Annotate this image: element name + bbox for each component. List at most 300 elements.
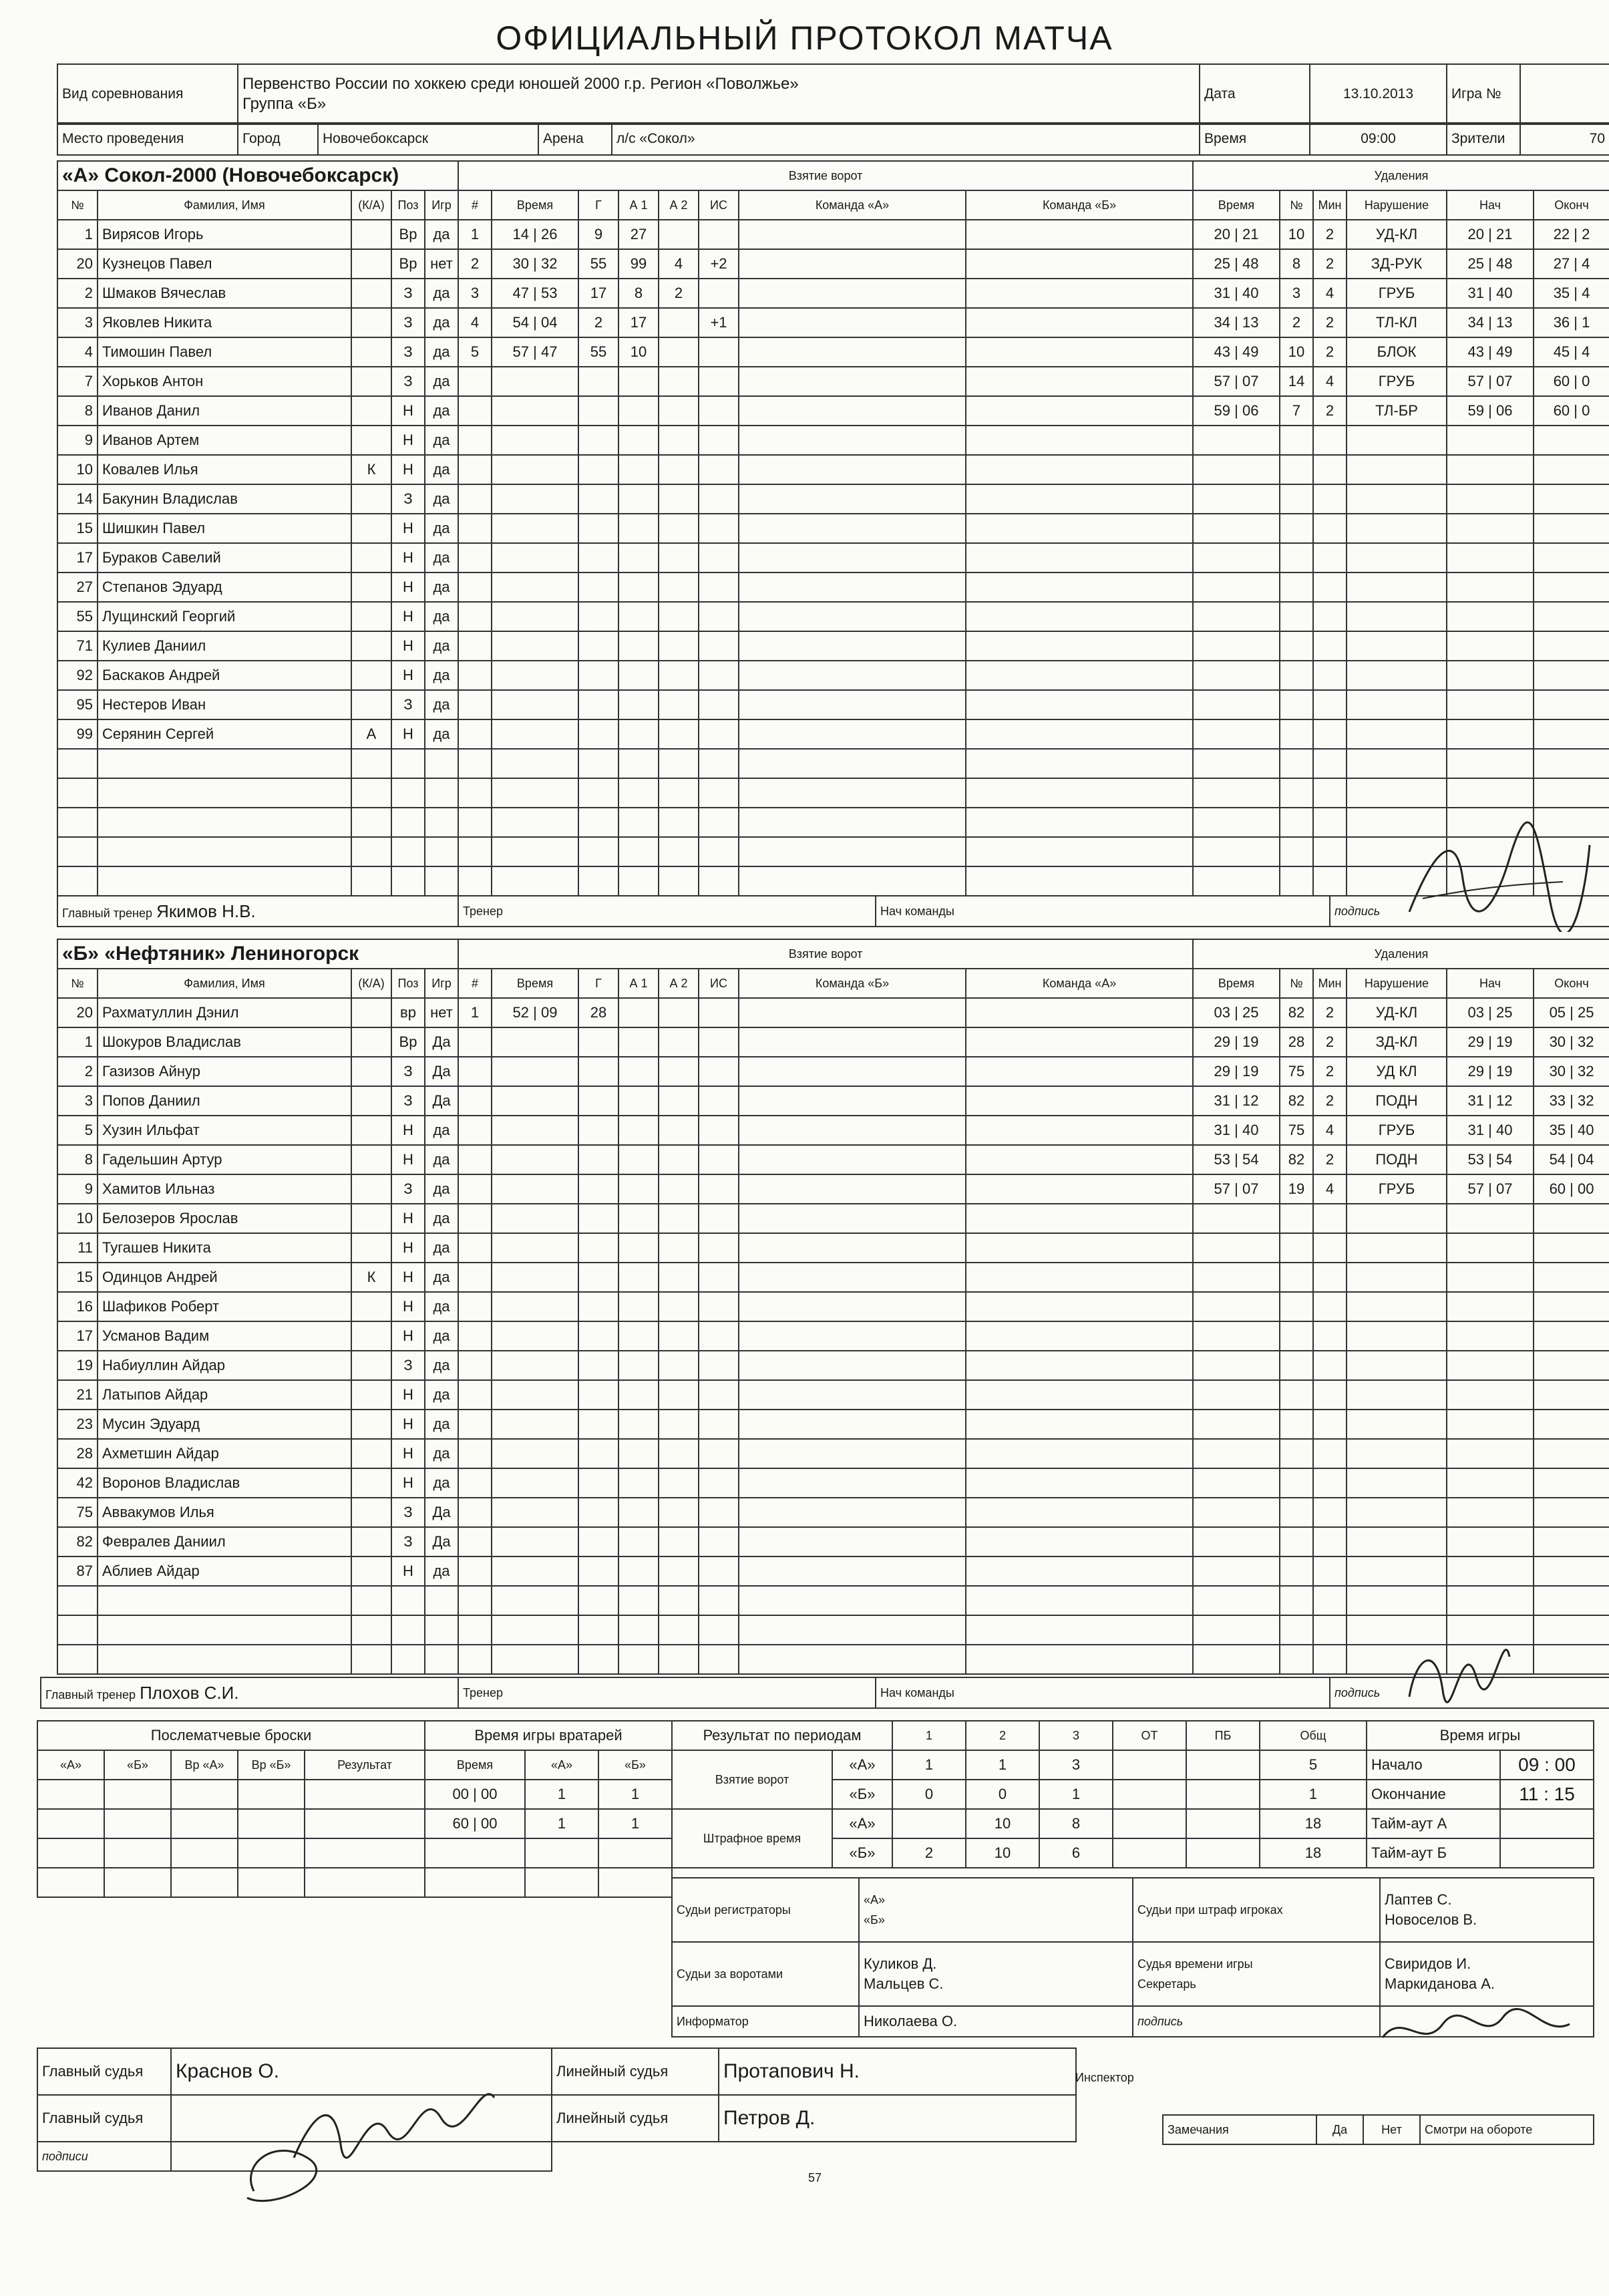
goal-cell: [492, 690, 578, 719]
team-b-goals-caption: Взятие ворот: [458, 939, 1193, 969]
team_b-player-row: [57, 1027, 458, 1057]
penalty-cell: 57 | 07: [1193, 1174, 1280, 1204]
goal-cell: 9: [578, 220, 618, 249]
goal-cell: [618, 484, 659, 514]
penalty-cell: [1534, 455, 1609, 484]
team_b-goal-row: [458, 1556, 1193, 1586]
goal-cell: [578, 1027, 618, 1057]
goal-cell: [618, 396, 659, 426]
team_a-penalty-row: [1193, 661, 1609, 690]
player-played: да: [425, 279, 458, 308]
penalty-cell: [1313, 1292, 1347, 1321]
goal-cell: [659, 998, 699, 1027]
goal-cell: [492, 543, 578, 572]
goal-cell: [699, 1586, 739, 1615]
team_a-player-row: [57, 455, 458, 484]
team_a-penalty-row: [1193, 455, 1609, 484]
goal-cell: [458, 631, 492, 661]
goal-cell: [618, 1086, 659, 1116]
goal-cell: [699, 1439, 739, 1468]
team_b-player-row: [57, 1145, 458, 1174]
goal-team-cell: [739, 1615, 966, 1645]
player-played: да: [425, 1321, 458, 1351]
penalty-cell: [1313, 514, 1347, 543]
goal-cell: [699, 484, 739, 514]
player-name: Газизов Айнур: [98, 1057, 351, 1086]
goal-cell: [492, 1498, 578, 1527]
team_a-roster-header: Поз: [391, 190, 425, 220]
penalty-cell: 4: [1313, 1174, 1347, 1204]
period-cell: 18: [1260, 1838, 1367, 1868]
team-b-sign-label: подпись: [1330, 1677, 1609, 1708]
goal-cell: [618, 661, 659, 690]
team_b-penalty-header: Мин: [1313, 969, 1347, 998]
goal-cell: [699, 808, 739, 837]
penalty-cell: [1447, 602, 1534, 631]
player-position: [391, 1586, 425, 1615]
player-number: 75: [57, 1498, 98, 1527]
team_a-player-row: [57, 220, 458, 249]
player-number: [57, 1645, 98, 1674]
penalty-cell: [1313, 1263, 1347, 1292]
penalty-cell: [1347, 690, 1447, 719]
goal-cell: [659, 543, 699, 572]
player-played: да: [425, 396, 458, 426]
goal-cell: [659, 1527, 699, 1556]
linesman-1-label: Линейный судья: [552, 2048, 719, 2095]
goal-team-cell: [739, 631, 966, 661]
goal-cell: [659, 1027, 699, 1057]
period-cell: [1186, 1780, 1260, 1809]
penalty-cell: 2: [1313, 1086, 1347, 1116]
officials-sign-label: подпись: [1133, 2006, 1380, 2037]
goal-cell: [578, 1145, 618, 1174]
player-name: [98, 1645, 351, 1674]
penalty-cell: [1280, 690, 1313, 719]
goal-cell: [659, 484, 699, 514]
goal-team-cell: [966, 602, 1193, 631]
team-b-label: «Б»: [832, 1838, 892, 1868]
team_b-player-row: [57, 1086, 458, 1116]
goal-cell: [492, 661, 578, 690]
goalie-time-cell: 1: [525, 1780, 598, 1809]
goal-cell: [659, 866, 699, 896]
team_a-goal-row: [458, 690, 1193, 719]
goal-cell: [458, 572, 492, 602]
player-role: [351, 1204, 391, 1233]
penalty-cell: [1280, 1527, 1313, 1556]
team_b-player-row: [57, 1439, 458, 1468]
penalty-cell: [1280, 1615, 1313, 1645]
penalty-cell: 2: [1313, 998, 1347, 1027]
team_b-penalty-row: [1193, 1086, 1609, 1116]
player-number: 23: [57, 1410, 98, 1439]
player-role: [351, 690, 391, 719]
player-position: Н: [391, 426, 425, 455]
player-position: З: [391, 1057, 425, 1086]
team_a-goals-header: Время: [492, 190, 578, 220]
team_b-penalty-row: [1193, 1145, 1609, 1174]
player-role: [351, 1174, 391, 1204]
penalty-cell: [1534, 1468, 1609, 1498]
team_a-goal-row: [458, 249, 1193, 279]
penalty-cell: 53 | 54: [1447, 1145, 1534, 1174]
goal-cell: [659, 1351, 699, 1380]
team_b-goal-row: [458, 1468, 1193, 1498]
goal-cell: 14 | 26: [492, 220, 578, 249]
goal-cell: [458, 455, 492, 484]
penalty-cell: 30 | 32: [1534, 1027, 1609, 1057]
goal-cell: [618, 1321, 659, 1351]
penalty-cell: [1447, 1233, 1534, 1263]
penalty-cell: [1534, 1204, 1609, 1233]
goal-cell: [699, 1027, 739, 1057]
player-name: Мусин Эдуард: [98, 1410, 351, 1439]
penalty-cell: 25 | 48: [1447, 249, 1534, 279]
team_a-penalty-row: [1193, 396, 1609, 426]
penalty-cell: 31 | 40: [1447, 279, 1534, 308]
inspector-label: Инспектор: [1075, 2071, 1134, 2084]
goal-cell: 30 | 32: [492, 249, 578, 279]
player-name: Февралев Даниил: [98, 1527, 351, 1556]
team-a-coach: Якимов Н.В.: [156, 900, 256, 921]
remarks-yes[interactable]: Да: [1316, 2115, 1363, 2144]
team_b-player-row: [57, 1410, 458, 1439]
penalty-cell: [1347, 749, 1447, 778]
goal-cell: [458, 1027, 492, 1057]
goal-team-cell: [739, 279, 966, 308]
team-a-goals: [458, 160, 1194, 896]
penalty-cell: [1347, 1204, 1447, 1233]
penalty-cell: [1313, 866, 1347, 896]
team-a-penalties: [1192, 160, 1609, 896]
goal-team-cell: [739, 602, 966, 631]
player-number: 17: [57, 1321, 98, 1351]
penalty-cell: [1280, 1645, 1313, 1674]
player-position: [391, 1645, 425, 1674]
player-number: 28: [57, 1439, 98, 1468]
goal-team-cell: [966, 837, 1193, 866]
goal-team-cell: [966, 514, 1193, 543]
team_b-goal-row: [458, 1116, 1193, 1145]
penalty-cell: 53 | 54: [1193, 1145, 1280, 1174]
player-position: З: [391, 1174, 425, 1204]
goal-team-cell: [739, 572, 966, 602]
player-played: да: [425, 1380, 458, 1410]
team_b-penalty-row: [1193, 1380, 1609, 1410]
goal-cell: [699, 396, 739, 426]
player-number: 92: [57, 661, 98, 690]
goal-cell: [618, 1586, 659, 1615]
goal-cell: [618, 367, 659, 396]
penalty-cell: [1313, 1321, 1347, 1351]
penalty-cell: [1347, 1263, 1447, 1292]
goal-cell: [458, 778, 492, 808]
goal-team-cell: [966, 1556, 1193, 1586]
goal-cell: [578, 1174, 618, 1204]
goal-cell: [458, 1145, 492, 1174]
penalty-cell: [1534, 1351, 1609, 1380]
penalty-cell: [1280, 808, 1313, 837]
team_b-player-row: [57, 1498, 458, 1527]
penalty-cell: 25 | 48: [1193, 249, 1280, 279]
goal-team-cell: [739, 719, 966, 749]
team-b-goals: [458, 939, 1194, 1675]
goalie-time-cell: 60 | 00: [425, 1809, 525, 1838]
team_b-penalty-header: №: [1280, 969, 1313, 998]
team_b-penalty-header: Время: [1193, 969, 1280, 998]
goal-cell: [618, 1527, 659, 1556]
goal-cell: [492, 866, 578, 896]
player-name: Лущинский Георгий: [98, 602, 351, 631]
player-number: 2: [57, 279, 98, 308]
end-value: 11 : 15: [1500, 1780, 1594, 1809]
team_a-penalty-header: Оконч: [1534, 190, 1609, 220]
goal-cell: [458, 1410, 492, 1439]
period-cell: [892, 1809, 966, 1838]
game-number-label: Игра №: [1447, 64, 1520, 124]
player-name: Латыпов Айдар: [98, 1380, 351, 1410]
goal-cell: [492, 1057, 578, 1086]
team_a-goal-row: [458, 837, 1193, 866]
player-position: [391, 837, 425, 866]
player-number: 95: [57, 690, 98, 719]
penalty-cell: 75: [1280, 1116, 1313, 1145]
goalie-time-cell: 1: [598, 1809, 672, 1838]
goal-cell: [699, 543, 739, 572]
goal-cell: [578, 661, 618, 690]
goal-cell: [699, 455, 739, 484]
goal-cell: [659, 220, 699, 249]
penalty-cell: [1280, 778, 1313, 808]
goal-team-cell: [739, 866, 966, 896]
team_a-goal-row: [458, 749, 1193, 778]
penalty-cell: [1193, 543, 1280, 572]
goal-cell: [618, 1380, 659, 1410]
team_b-roster-header: Фамилия, Имя: [98, 969, 351, 998]
goal-cell: 2: [458, 249, 492, 279]
penalty-cell: [1193, 1321, 1280, 1351]
team_a-penalty-row: [1193, 749, 1609, 778]
player-role: [351, 572, 391, 602]
game-time-table: [1366, 1720, 1594, 1868]
player-number: 1: [57, 1027, 98, 1057]
goal-cell: [458, 1233, 492, 1263]
goal-cell: [578, 1204, 618, 1233]
remarks-no[interactable]: Нет: [1363, 2115, 1420, 2144]
penalty-cell: [1280, 1410, 1313, 1439]
team_a-penalty-row: [1193, 249, 1609, 279]
penalty-cell: [1280, 837, 1313, 866]
goal-cell: [492, 1439, 578, 1468]
goal-cell: [659, 1321, 699, 1351]
venue-label: Место проведения: [57, 123, 238, 155]
goal-cell: [458, 1527, 492, 1556]
penalty-cell: [1193, 1233, 1280, 1263]
goal-team-cell: [739, 455, 966, 484]
player-position: Н: [391, 661, 425, 690]
goal-cell: [618, 1468, 659, 1498]
goal-cell: [659, 1439, 699, 1468]
goal-team-cell: [966, 455, 1193, 484]
goal-team-cell: [739, 484, 966, 514]
player-name: Хузин Ильфат: [98, 1116, 351, 1145]
timeout-a-label: Тайм-аут А: [1367, 1809, 1500, 1838]
goal-cell: [699, 1380, 739, 1410]
penalty-cell: УД-КЛ: [1347, 220, 1447, 249]
penalty-cell: 57 | 07: [1193, 367, 1280, 396]
date-label: Дата: [1200, 64, 1310, 124]
team_b-player-row: [57, 1468, 458, 1498]
goal-cell: [492, 1027, 578, 1057]
player-role: [351, 749, 391, 778]
penalty-cell: [1193, 1351, 1280, 1380]
team_a-player-row: [57, 778, 458, 808]
player-number: 19: [57, 1351, 98, 1380]
team-a-signature-icon: [1396, 818, 1596, 932]
goal-cell: 4: [458, 308, 492, 337]
team_b-penalty-row: [1193, 1410, 1609, 1439]
penalty-cell: [1347, 1292, 1447, 1321]
goal-cell: [458, 1174, 492, 1204]
goal-team-cell: [966, 1586, 1193, 1615]
penalty-cell: [1193, 426, 1280, 455]
goal-cell: [578, 455, 618, 484]
goal-cell: [659, 1468, 699, 1498]
player-played: да: [425, 1468, 458, 1498]
period-header: 1: [892, 1721, 966, 1750]
goal-cell: [492, 778, 578, 808]
penalty-cell: 29 | 19: [1447, 1057, 1534, 1086]
goal-team-cell: [966, 998, 1193, 1027]
team_b-goals-team-header: Команда «Б»: [739, 969, 966, 998]
goal-team-cell: [966, 1116, 1193, 1145]
goal-cell: [659, 1292, 699, 1321]
goal-cell: [699, 1615, 739, 1645]
goal-team-cell: [966, 1174, 1193, 1204]
goal-cell: [492, 1556, 578, 1586]
goal-cell: [699, 866, 739, 896]
penalty-cell: [1447, 690, 1534, 719]
goal-cell: [699, 337, 739, 367]
date-value: 13.10.2013: [1310, 64, 1447, 124]
penalty-cell: [1447, 749, 1534, 778]
player-name: Тугашев Никита: [98, 1233, 351, 1263]
penalty-cell: ПОДН: [1347, 1145, 1447, 1174]
goal-team-cell: [739, 778, 966, 808]
goal-cell: [458, 1586, 492, 1615]
penalty-cell: 10: [1280, 220, 1313, 249]
player-role: [351, 631, 391, 661]
goal-cell: [618, 1645, 659, 1674]
player-played: да: [425, 631, 458, 661]
goal-team-cell: [966, 1027, 1193, 1057]
period-cell: 3: [1039, 1750, 1113, 1780]
see-back-label: Смотри на обороте: [1420, 2115, 1594, 2144]
player-position: Н: [391, 1439, 425, 1468]
penalty-cell: 59 | 06: [1447, 396, 1534, 426]
penalty-cell: [1313, 837, 1347, 866]
goal-cell: +1: [699, 308, 739, 337]
penalty-cell: [1347, 1410, 1447, 1439]
team_a-goal-row: [458, 602, 1193, 631]
goal-cell: [578, 543, 618, 572]
penalty-cell: [1280, 866, 1313, 896]
penalty-cell: [1313, 1527, 1347, 1556]
player-name: Иванов Данил: [98, 396, 351, 426]
goal-team-cell: [966, 1351, 1193, 1380]
team_a-player-row: [57, 249, 458, 279]
penalty-cell: 34 | 13: [1447, 308, 1534, 337]
period-cell: [1113, 1809, 1186, 1838]
period-cell: 2: [892, 1838, 966, 1868]
team_b-goal-row: [458, 1174, 1193, 1204]
period-header: ПБ: [1186, 1721, 1260, 1750]
goal-cell: [699, 1174, 739, 1204]
goal-cell: [699, 1292, 739, 1321]
penalty-cell: [1347, 484, 1447, 514]
team_b-goal-row: [458, 1057, 1193, 1086]
goal-cell: [659, 719, 699, 749]
player-played: [425, 749, 458, 778]
penalty-cell: [1313, 1380, 1347, 1410]
player-position: З: [391, 1086, 425, 1116]
goal-cell: [618, 455, 659, 484]
team_a-goal-row: [458, 308, 1193, 337]
informer-label: Информатор: [672, 2006, 859, 2037]
team-a-label: «А»: [832, 1809, 892, 1838]
player-position: З: [391, 308, 425, 337]
penalty-cell: [1313, 661, 1347, 690]
team_a-player-row: [57, 543, 458, 572]
penalty-cell: [1534, 484, 1609, 514]
penalty-cell: [1193, 631, 1280, 661]
team_b-player-row: [57, 1321, 458, 1351]
goal-team-cell: [739, 220, 966, 249]
player-role: [351, 426, 391, 455]
penalty-cell: [1193, 1380, 1280, 1410]
player-played: да: [425, 1233, 458, 1263]
goal-cell: [578, 1321, 618, 1351]
goal-team-cell: [966, 1057, 1193, 1086]
goal-cell: [618, 866, 659, 896]
goal-cell: [699, 1233, 739, 1263]
goal-cell: [699, 998, 739, 1027]
goal-cell: [458, 1556, 492, 1586]
player-number: 82: [57, 1527, 98, 1556]
player-number: 21: [57, 1380, 98, 1410]
goal-cell: [458, 1116, 492, 1145]
team_b-player-row: [57, 1233, 458, 1263]
goal-cell: [618, 1263, 659, 1292]
penalty-cell: [1534, 661, 1609, 690]
goal-team-cell: [739, 808, 966, 837]
player-name: Гадельшин Артур: [98, 1145, 351, 1174]
period-results-table: [671, 1720, 1367, 1868]
player-role: [351, 1233, 391, 1263]
penalty-cell: [1447, 1292, 1534, 1321]
team_a-penalty-row: [1193, 484, 1609, 514]
penalty-cell: [1280, 1498, 1313, 1527]
penalty-cell: [1534, 1556, 1609, 1586]
goal-cell: [492, 1586, 578, 1615]
team_a-goal-row: [458, 484, 1193, 514]
team_a-penalty-row: [1193, 719, 1609, 749]
penalty-cell: [1534, 1527, 1609, 1556]
player-role: [351, 1556, 391, 1586]
player-played: [425, 837, 458, 866]
team_a-penalty-header: №: [1280, 190, 1313, 220]
